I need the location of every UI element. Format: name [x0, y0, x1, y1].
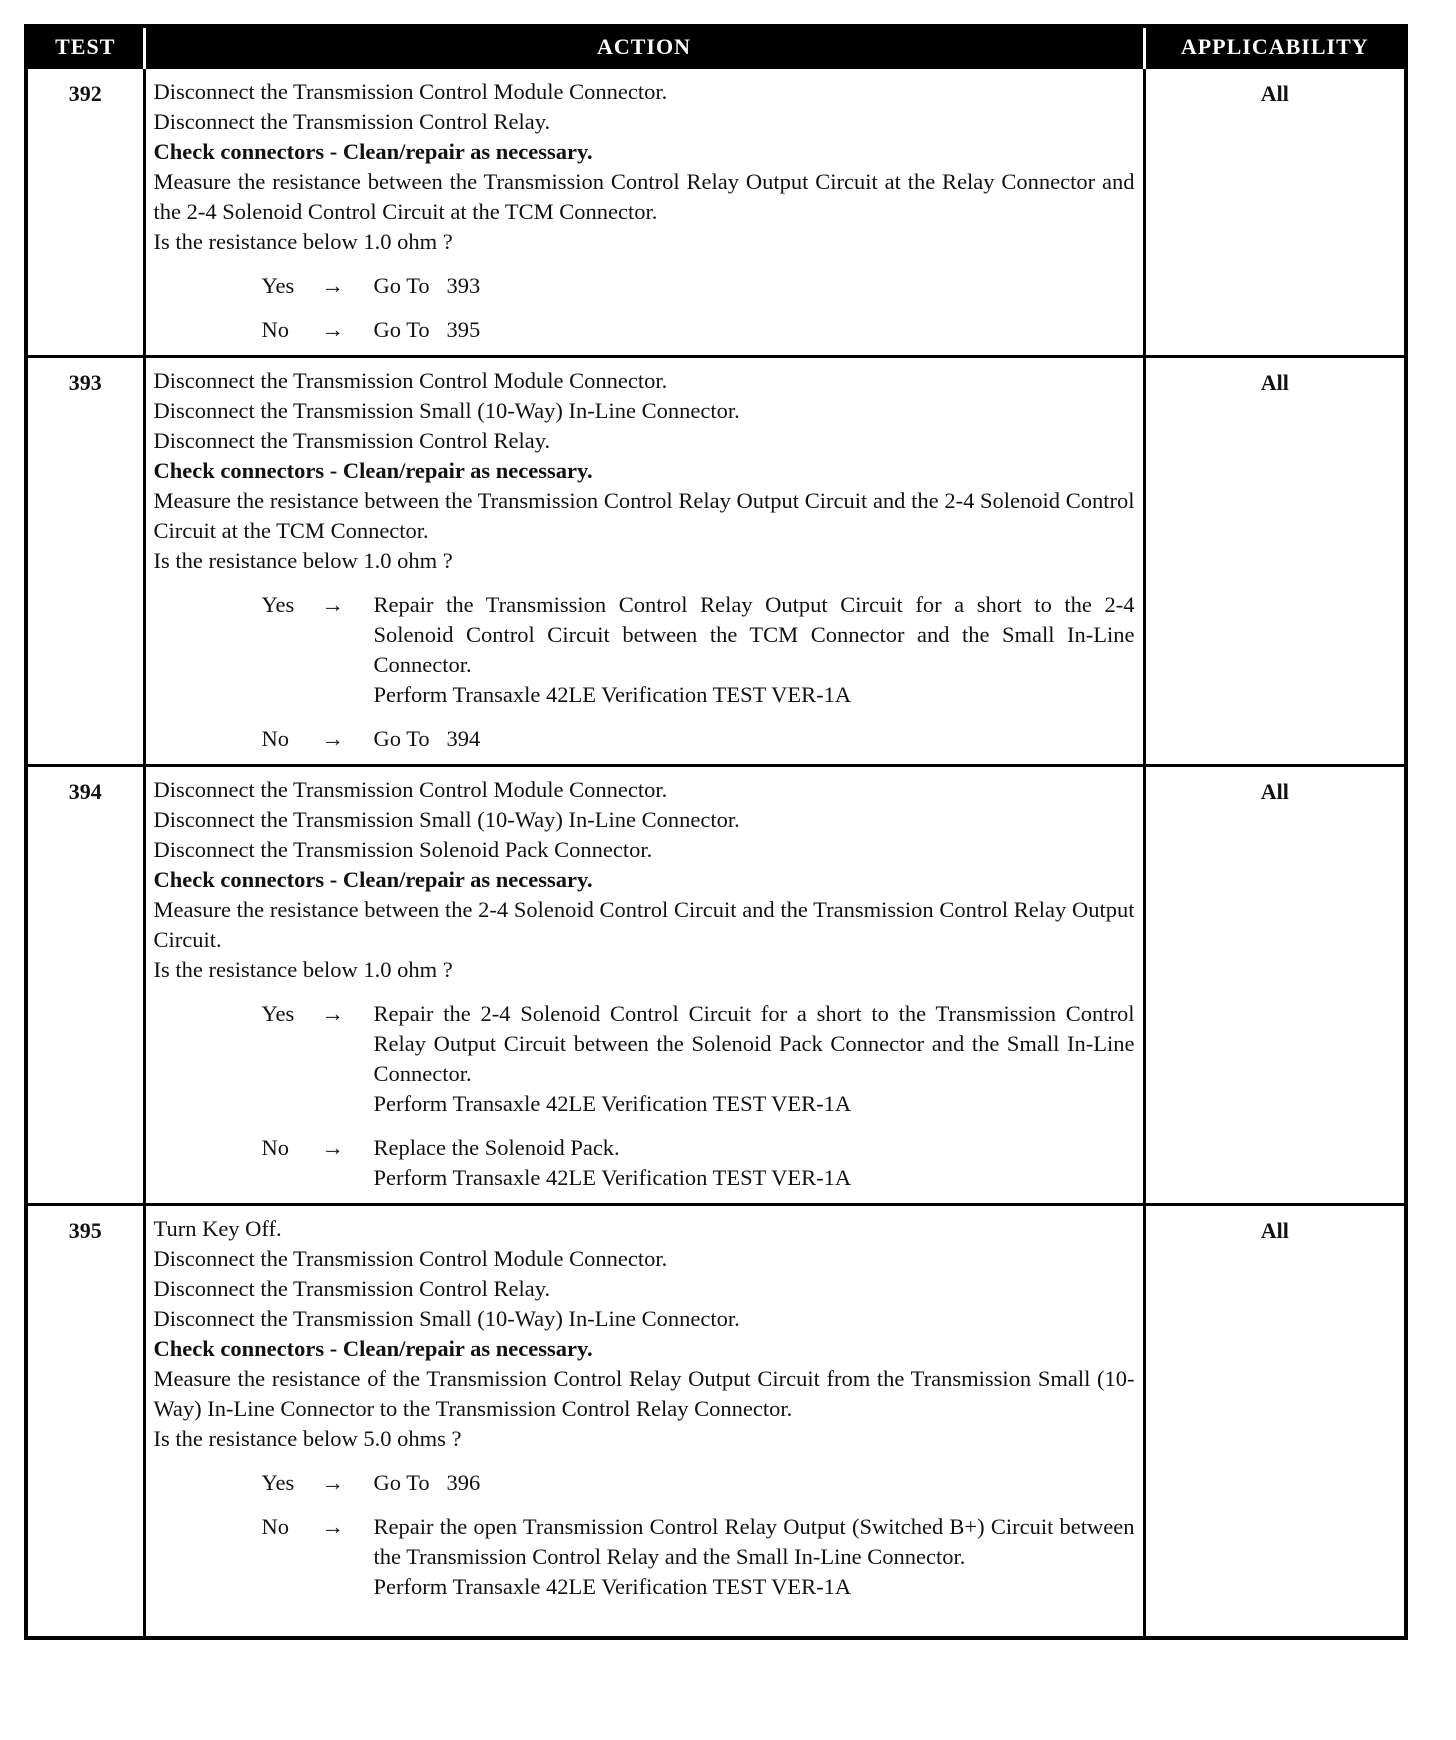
test-number: 395	[26, 1205, 144, 1638]
action-cell	[144, 766, 1144, 1205]
check-connectors-step: Check connectors - Clean/repair as necessary.	[153, 458, 593, 483]
right-arrow-icon: →	[321, 273, 344, 298]
applicability-value: All	[1144, 68, 1406, 357]
branch-answer: Yes	[261, 592, 295, 617]
table-body	[26, 68, 1406, 1638]
branch-result-line: Perform Transaxle 42LE Verification TEST VER-1A	[373, 682, 852, 707]
decision-branch	[154, 271, 1135, 301]
right-arrow-icon: →	[321, 1135, 344, 1160]
branch-answer: No	[261, 1135, 289, 1160]
action-cell	[144, 68, 1144, 357]
action-step: Disconnect the Transmission Control Relay.	[153, 428, 551, 453]
table-row	[26, 357, 1406, 766]
branch-answer: No	[261, 726, 289, 751]
action-step: Measure the resistance between the Transmission Control Relay Output Circuit at the Relay Connector and the 2-4 Solenoid Control Circuit at the TCM Connector.	[153, 169, 1135, 224]
action-step: Turn Key Off.	[153, 1216, 282, 1241]
decision-branches	[154, 590, 1141, 754]
action-step: Is the resistance below 1.0 ohm ?	[153, 957, 453, 982]
branch-answer: No	[261, 317, 289, 342]
branch-result	[373, 590, 1141, 710]
applicability-value: All	[1144, 357, 1406, 766]
right-arrow-icon: →	[321, 592, 344, 617]
branch-result	[373, 999, 1141, 1119]
branch-result-line: Perform Transaxle 42LE Verification TEST VER-1A	[373, 1165, 852, 1190]
action-step: Disconnect the Transmission Solenoid Pack Connector.	[153, 837, 653, 862]
branch-result-line: Go To 395	[373, 317, 481, 342]
right-arrow-icon: →	[321, 317, 344, 342]
branch-result	[374, 724, 1135, 754]
check-connectors-step: Check connectors - Clean/repair as necessary.	[153, 867, 593, 892]
action-step: Disconnect the Transmission Control Module Connector.	[153, 777, 668, 802]
branch-answer: Yes	[261, 1001, 295, 1026]
branch-result-line: Go To 393	[373, 273, 481, 298]
check-connectors-step: Check connectors - Clean/repair as necessary.	[153, 139, 593, 164]
right-arrow-icon: →	[321, 1470, 344, 1495]
header-applicability: APPLICABILITY	[1144, 26, 1406, 68]
decision-branch	[154, 315, 1135, 345]
decision-branches	[154, 271, 1135, 345]
table-row	[26, 68, 1406, 357]
branch-result	[374, 1468, 1135, 1498]
test-number: 394	[26, 766, 144, 1205]
check-connectors-step: Check connectors - Clean/repair as necessary.	[153, 1336, 593, 1361]
action-step: Disconnect the Transmission Small (10-Way) In-Line Connector.	[153, 1306, 740, 1331]
branch-result	[374, 271, 1135, 301]
action-step: Disconnect the Transmission Control Relay.	[153, 109, 551, 134]
action-step: Disconnect the Transmission Control Relay.	[153, 1276, 551, 1301]
decision-branch	[154, 1512, 1141, 1602]
action-step: Measure the resistance between the 2-4 Solenoid Control Circuit and the Transmission Control Relay Output Circuit.	[153, 897, 1135, 952]
table-row	[26, 766, 1406, 1205]
diagnostic-page	[24, 24, 1404, 1715]
branch-result	[374, 1133, 1135, 1193]
branch-result	[374, 315, 1135, 345]
branch-answer: Yes	[261, 273, 295, 298]
table-row	[26, 1205, 1406, 1638]
branch-result-line: Repair the 2-4 Solenoid Control Circuit for a short to the Transmission Control Relay Output Circuit between the Solenoid Pack Connector and the Small In-Line Connector.	[373, 1001, 1141, 1086]
test-number: 393	[26, 357, 144, 766]
action-step: Is the resistance below 1.0 ohm ?	[153, 548, 453, 573]
action-step: Is the resistance below 5.0 ohms ?	[153, 1426, 462, 1451]
decision-branches	[154, 999, 1141, 1193]
branch-result-line: Perform Transaxle 42LE Verification TEST VER-1A	[373, 1574, 852, 1599]
branch-result-line: Repair the Transmission Control Relay Output Circuit for a short to the 2-4 Solenoid Control Circuit between the TCM Connector and the Small In-Line Connector.	[373, 592, 1141, 677]
decision-branch	[154, 590, 1141, 710]
action-step: Disconnect the Transmission Control Module Connector.	[153, 79, 668, 104]
applicability-value: All	[1144, 1205, 1406, 1638]
action-step: Disconnect the Transmission Small (10-Way) In-Line Connector.	[153, 398, 740, 423]
action-step: Measure the resistance between the Transmission Control Relay Output Circuit and the 2-4 Solenoid Control Circuit at the TCM Connector.	[153, 488, 1135, 543]
diagnostic-table	[24, 24, 1408, 1640]
header-action: ACTION	[144, 26, 1144, 68]
decision-branch	[154, 1133, 1135, 1193]
branch-answer: No	[261, 1514, 289, 1539]
test-number: 392	[26, 68, 144, 357]
decision-branch	[154, 724, 1135, 754]
branch-result-line: Perform Transaxle 42LE Verification TEST VER-1A	[373, 1091, 852, 1116]
right-arrow-icon: →	[321, 726, 344, 751]
decision-branch	[154, 1468, 1135, 1498]
action-step: Measure the resistance of the Transmission Control Relay Output Circuit from the Transmission Small (10-Way) In-Line Connector to the Transmission Control Relay Connector.	[153, 1366, 1135, 1421]
right-arrow-icon: →	[321, 1001, 344, 1026]
header-test: TEST	[26, 26, 144, 68]
branch-result-line: Go To 394	[373, 726, 481, 751]
branch-result-line: Replace the Solenoid Pack.	[373, 1135, 620, 1160]
branch-result-line: Repair the open Transmission Control Relay Output (Switched B+) Circuit between the Transmission Control Relay and the Small In-Line Connector.	[373, 1514, 1141, 1569]
action-step: Is the resistance below 1.0 ohm ?	[153, 229, 453, 254]
decision-branch	[154, 999, 1141, 1119]
table-header-row	[26, 26, 1406, 68]
action-step: Disconnect the Transmission Small (10-Way) In-Line Connector.	[153, 807, 740, 832]
action-cell	[144, 1205, 1144, 1638]
branch-result	[373, 1512, 1141, 1602]
branch-result-line: Go To 396	[373, 1470, 481, 1495]
action-cell	[144, 357, 1144, 766]
action-step: Disconnect the Transmission Control Module Connector.	[153, 1246, 668, 1271]
right-arrow-icon: →	[321, 1514, 344, 1539]
applicability-value: All	[1144, 766, 1406, 1205]
decision-branches	[154, 1468, 1141, 1602]
action-step: Disconnect the Transmission Control Module Connector.	[153, 368, 668, 393]
branch-answer: Yes	[261, 1470, 295, 1495]
